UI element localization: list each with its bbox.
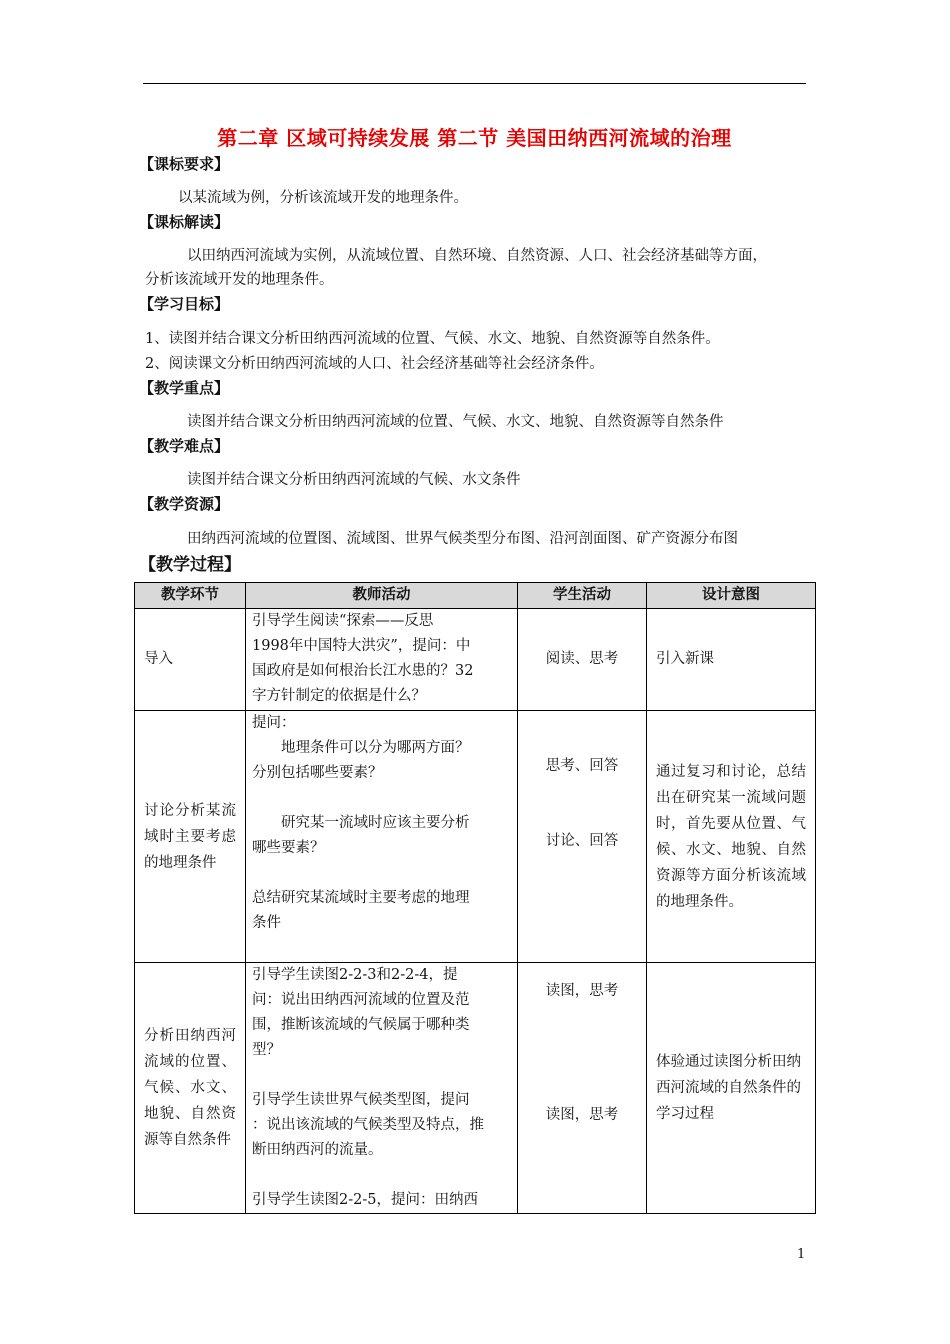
teacher-line: 引导学生读图2-2-5，提问：田纳西	[252, 1192, 478, 1208]
student-text: 读图，思考	[545, 983, 619, 999]
curriculum-requirement-text: 以某流域为例，分析该流域开发的地理条件。	[178, 190, 468, 206]
teacher-line: 提问：	[252, 715, 296, 731]
teacher-line: 断田纳西河的流量。	[252, 1142, 383, 1158]
heading-curriculum-requirement: 【课标要求】	[139, 155, 230, 173]
header-rule	[143, 83, 806, 84]
teacher-line: 研究某一流域时应该主要分析	[281, 815, 470, 831]
intent-cell	[647, 711, 816, 963]
teacher-line: 引导学生读世界气候类型图，提问	[252, 1092, 470, 1108]
teacher-line: 1998年中国特大洪灾”，提问：中	[252, 638, 471, 654]
stage-text: 分析田纳西河流域的位置、气候、水文、地貌、自然资源等自然条件	[144, 1028, 236, 1148]
intent-text: 引入新课	[656, 651, 714, 667]
student-text: 讨论、回答	[545, 833, 619, 849]
teacher-cell	[246, 609, 518, 711]
teacher-line: 分别包括哪些要素？	[252, 765, 383, 781]
stage-cell	[135, 711, 246, 963]
heading-teaching-focus: 【教学重点】	[139, 379, 230, 397]
heading-teaching-difficulty: 【教学难点】	[139, 437, 230, 455]
teacher-line: 地理条件可以分为哪两方面？	[281, 740, 470, 756]
page-title: 第二章 区域可持续发展 第二节 美国田纳西河流域的治理	[217, 126, 732, 150]
header-student-activity: 学生活动	[518, 583, 647, 609]
teacher-line: 哪些要素？	[252, 840, 325, 856]
stage-cell	[135, 963, 246, 1214]
teacher-line: 型？	[252, 1042, 281, 1058]
student-text: 阅读、思考	[545, 651, 619, 667]
teacher-line: 总结研究某流域时主要考虑的地理	[252, 890, 470, 906]
curriculum-interpretation-line1: 以田纳西河流域为实例，从流域位置、自然环境、自然资源、人口、社会经济基础等方面，	[187, 248, 767, 264]
intent-text: 体验通过读图分析田纳西河流域的自然条件的学习过程	[656, 1054, 801, 1122]
table-header-row	[135, 583, 816, 609]
teacher-line: 引导学生读图2-2-3和2-2-4，提	[252, 967, 458, 983]
teaching-resources-text: 田纳西河流域的位置图、流域图、世界气候类型分布图、沿河剖面图、矿产资源分布图	[187, 531, 738, 547]
stage-cell	[135, 609, 246, 711]
teaching-focus-text: 读图并结合课文分析田纳西河流域的位置、气候、水文、地貌、自然资源等自然条件	[187, 414, 724, 430]
student-text: 读图，思考	[545, 1107, 619, 1123]
heading-curriculum-interpretation: 【课标解读】	[139, 213, 230, 231]
teacher-line: 问：说出田纳西河流域的位置及范	[252, 992, 470, 1008]
student-cell	[518, 609, 647, 711]
stage-text: 讨论分析某流域时主要考虑的地理条件	[144, 802, 236, 871]
learning-objective-1: 1、读图并结合课文分析田纳西河流域的位置、气候、水文、地貌、自然资源等自然条件。	[145, 331, 720, 347]
teaching-difficulty-text: 读图并结合课文分析田纳西河流域的气候、水文条件	[187, 472, 521, 488]
teacher-cell	[246, 711, 518, 963]
student-text: 思考、回答	[545, 758, 619, 774]
table-row	[135, 963, 816, 1214]
lesson-process-table	[134, 582, 816, 1214]
intent-text: 通过复习和讨论，总结出在研究某一流域问题时，首先要从位置、气候、水文、地貌、自然资源等方面分析该流域的地理条件。	[656, 763, 806, 910]
page-number: 1	[797, 1247, 806, 1262]
teacher-cell	[246, 963, 518, 1214]
header-stage: 教学环节	[135, 583, 246, 609]
header-design-intent: 设计意图	[647, 583, 816, 609]
curriculum-interpretation-line2: 分析该流域开发的地理条件。	[145, 272, 334, 288]
teacher-line: 字方针制定的依据是什么？	[252, 688, 426, 704]
student-cell	[518, 711, 647, 963]
table-row	[135, 711, 816, 963]
heading-teaching-resources: 【教学资源】	[139, 495, 230, 513]
intent-cell	[647, 963, 816, 1214]
teacher-line: ：说出该流域的气候类型及特点，推	[252, 1117, 484, 1133]
teacher-line: 围，推断该流域的气候属于哪种类	[252, 1017, 470, 1033]
heading-teaching-process: 【教学过程】	[139, 555, 241, 575]
teacher-line: 国政府是如何根治长江水患的？32	[252, 663, 474, 679]
table-row	[135, 609, 816, 711]
intent-cell	[647, 609, 816, 711]
heading-learning-objectives: 【学习目标】	[139, 295, 230, 313]
teacher-line: 引导学生阅读“探索——反思	[252, 613, 434, 629]
student-cell	[518, 963, 647, 1214]
learning-objective-2: 2、阅读课文分析田纳西河流域的人口、社会经济基础等社会经济条件。	[145, 356, 604, 372]
header-teacher-activity: 教师活动	[246, 583, 518, 609]
teacher-line: 条件	[252, 915, 281, 931]
stage-text: 导入	[144, 651, 173, 667]
